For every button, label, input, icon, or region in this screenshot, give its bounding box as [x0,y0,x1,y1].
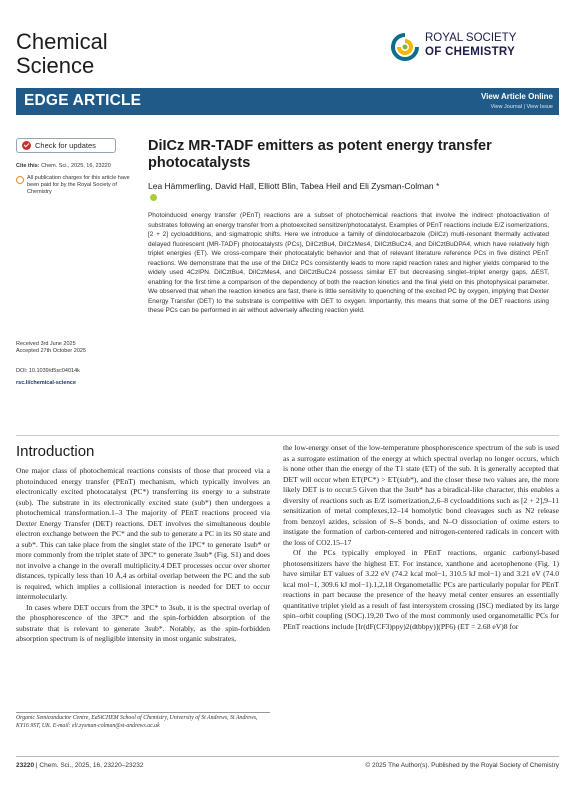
open-access-text: All publication charges for this article have been paid for by the Royal Society of Chemistry [27,175,130,195]
check-updates-label: Check for updates [35,141,96,150]
article-type: EDGE ARTICLE [24,92,142,109]
footer-journal-citation: Chem. Sci., 2025, 16, 23220–23232 [39,762,144,769]
intro-heading: Introduction [16,443,95,460]
footer-copyright: © 2025 The Author(s). Published by the Royal Society of Chemistry [365,762,559,769]
view-article-online-link[interactable]: View Article Online [480,92,553,101]
abstract: Photoinduced energy transfer (PEnT) reactions are a subset of photochemical reactions that involve the indirect photoactivation of substrates following an energy transfer from a photoexcited sensitizer/photocatalyst. Examples of PEnT reactions include E/Z isomerizations, [2 + 2] cycloadditions, and sigmatropic shifts. Here we introduce a family of diindolocarbazole (DiICz) multi-resonant thermally activated delayed fluorescent (MR-TADF) photocatalysts (PCs), DiICztBu4, DiICzMes4, DiICztBuCz4, and DiICztBuDPA4, which have relatively high triplet energies (ET). We cross-compare their photocatalytic behavior and that of relevant literature reference PCs in five distinct PEnT reactions. We demonstrate that the use of the DiICz PCs consistently leads to more rapid reaction rates and higher yields compared to the widely used 4CzIPN. DiICztBu4, DiICzMes4, and DiICztBuCz4 possess similar ET but decreasing singlet–triplet energy gaps, ΔEST, enabling for the first time a comparison of the dependency of both the reaction kinetics and the final yield on this photophysical parameter. We observed that when the reaction kinetics are fast, there is little sensitivity to quenching of the excited PC by oxygen, implying that Dexter Energy Transfer (DET) to the substrate is competitive with DET to oxygen. Importantly, this means that some of the DET reactions using these PCs can be performed in air without adversely affecting reaction yield. [148,212,549,315]
publisher-line1: ROYAL SOCIETY [425,32,517,44]
footer-rule [16,756,559,757]
affiliation: Organic Semiconductor Centre, EaStCHEM School of Chemistry, University of St Andrews, St Andrews, KY16 9ST, UK. E-mail: eli.zysman-colman@st-andrews.ac.uk [16,715,258,729]
page-number: 23220 [16,762,35,769]
orcid-icon[interactable] [150,194,157,201]
cite-text: Chem. Sci., 2025, 16, 23220 [41,163,111,169]
check-for-updates-button[interactable] [16,138,116,153]
open-access-note [16,175,141,196]
doi[interactable]: DOI: 10.1039/d5sc04014k [16,368,80,374]
intro-paragraph-2: In cases where DET occurs from the 3PC* to 3sub, it is the spectral overlap of the phosphorescence of the 3PC* and the spin-forbidden absorption of the substrate that is relevant to generate 3sub*. Notably, as the spin-forbidden absorption spectrum is of negligible intensity in most organic substrates, [16,602,270,643]
journal-url[interactable]: rsc.li/chemical-science [16,380,76,386]
section-divider [16,435,559,436]
check-updates-icon [22,141,31,150]
intro-paragraph-4: Of the PCs typically employed in PEnT reactions, organic carbonyl-based photosensitizers have the highest ET. For instance, xanthone and acetophenone (Fig. 1) have similar ET values of 3.22 eV (74.2 kcal mol−1, 310.5 kJ mol−1) and 3.21 eV (74.0 kcal mol−1, 309.6 kJ mol−1).1,2,18 Organometallic PCs are particularly popular for PEnT reactions in part because the presence of the heavy metal center ensures an essentially quantitative triplet yield as a result of fast intersystem crossing (ISC) mediated by its large spin–orbit coupling (SOC).19,20 Two of the most commonly used organometallic PCs for PEnT reactions include [Ir(dF(CF3)ppy)2(dtbbpy)](PF6) (ET = 2.68 eV)8 for [283,548,559,631]
accepted-date: Accepted 27th October 2025 [16,348,87,354]
authors-text: Lea Hämmerling, David Hall, Elliott Blin, Tabea Heil and Eli Zysman-Colman * [148,181,440,191]
intro-right-column [283,443,559,632]
intro-paragraph-1: One major class of photochemical reactions consists of those that proceed via a photoinduced energy transfer (PEnT) mechanism, which typically involves an electronically excited photocatalyst (PC*) transferring its energy to a substrate (sub). The substrate in its electronically excited state (sub*) then undergoes a photochemical transformation.1–3 The majority of PEnT reactions proceed via Dexter Energy Transfer (DET) reactions. DET involves the simultaneous double electron exchange between the PC* and the sub to generate a PC in its S0 state and a sub*. This can take place from the singlet state of the 1PC* to generate 1sub* or more commonly from the triplet state of 3PC* to generate 3sub* (Fig. S1) and does not involve a change in the overall multiplicity.4 DET processes occur over shorter distances, typically less than 10 Å,4 as orbital overlap between the PC and the sub is required, which implies a collisional interaction is needed for DET to occur intermolecularly. [16,466,270,601]
view-journal-issue-links[interactable]: View Journal | View Issue [490,104,553,110]
author-list [148,181,448,203]
intro-left-column [16,466,270,645]
open-access-icon [16,176,24,184]
citation-box [16,163,136,170]
journal-title [16,30,108,78]
rsc-logo-icon [390,32,420,62]
article-title: DiICz MR-TADF emitters as potent energy transfer photocatalysts [148,138,492,171]
publisher-line2: OF CHEMISTRY [425,46,516,58]
affiliation-rule [16,712,270,713]
cite-label: Cite this: [16,163,40,169]
journal-title-line2: Science [16,53,95,78]
received-date: Received 3rd June 2025 [16,341,76,347]
intro-paragraph-3: the low-energy onset of the low-temperature phosphorescence spectrum of the sub is used as a surrogate estimation of the energy at which spectral overlap no longer occurs, which is none other than the energy of the T1 state (ET) of the sub. It is generally accepted that DET will occur when ET(PC*) > ET(sub*), and the closer these two values are, the more likely DET is to occur.5 Given that the 3sub* has a biradical-like character, this enables a diversity of reactions such as E/Z isomerization,2,6–8 cycloadditions such as [2 + 2],9–11 sensitization of metal complexes,12–14 homolytic bond cleavages such as N2 release from benzoyl azides, scission of S–S bonds, and N–O dissociation of oxime esters to instigate the formation of carbon-centered and nitrogen-centered radicals in concert with the loss of CO2.15–17 [283,443,559,547]
publisher-name [425,31,516,59]
article-dates [16,341,136,355]
journal-title-line1: Chemical [16,29,108,54]
footer-citation: 23220 | Chem. Sci., 2025, 16, 23220–23232 [16,762,144,769]
